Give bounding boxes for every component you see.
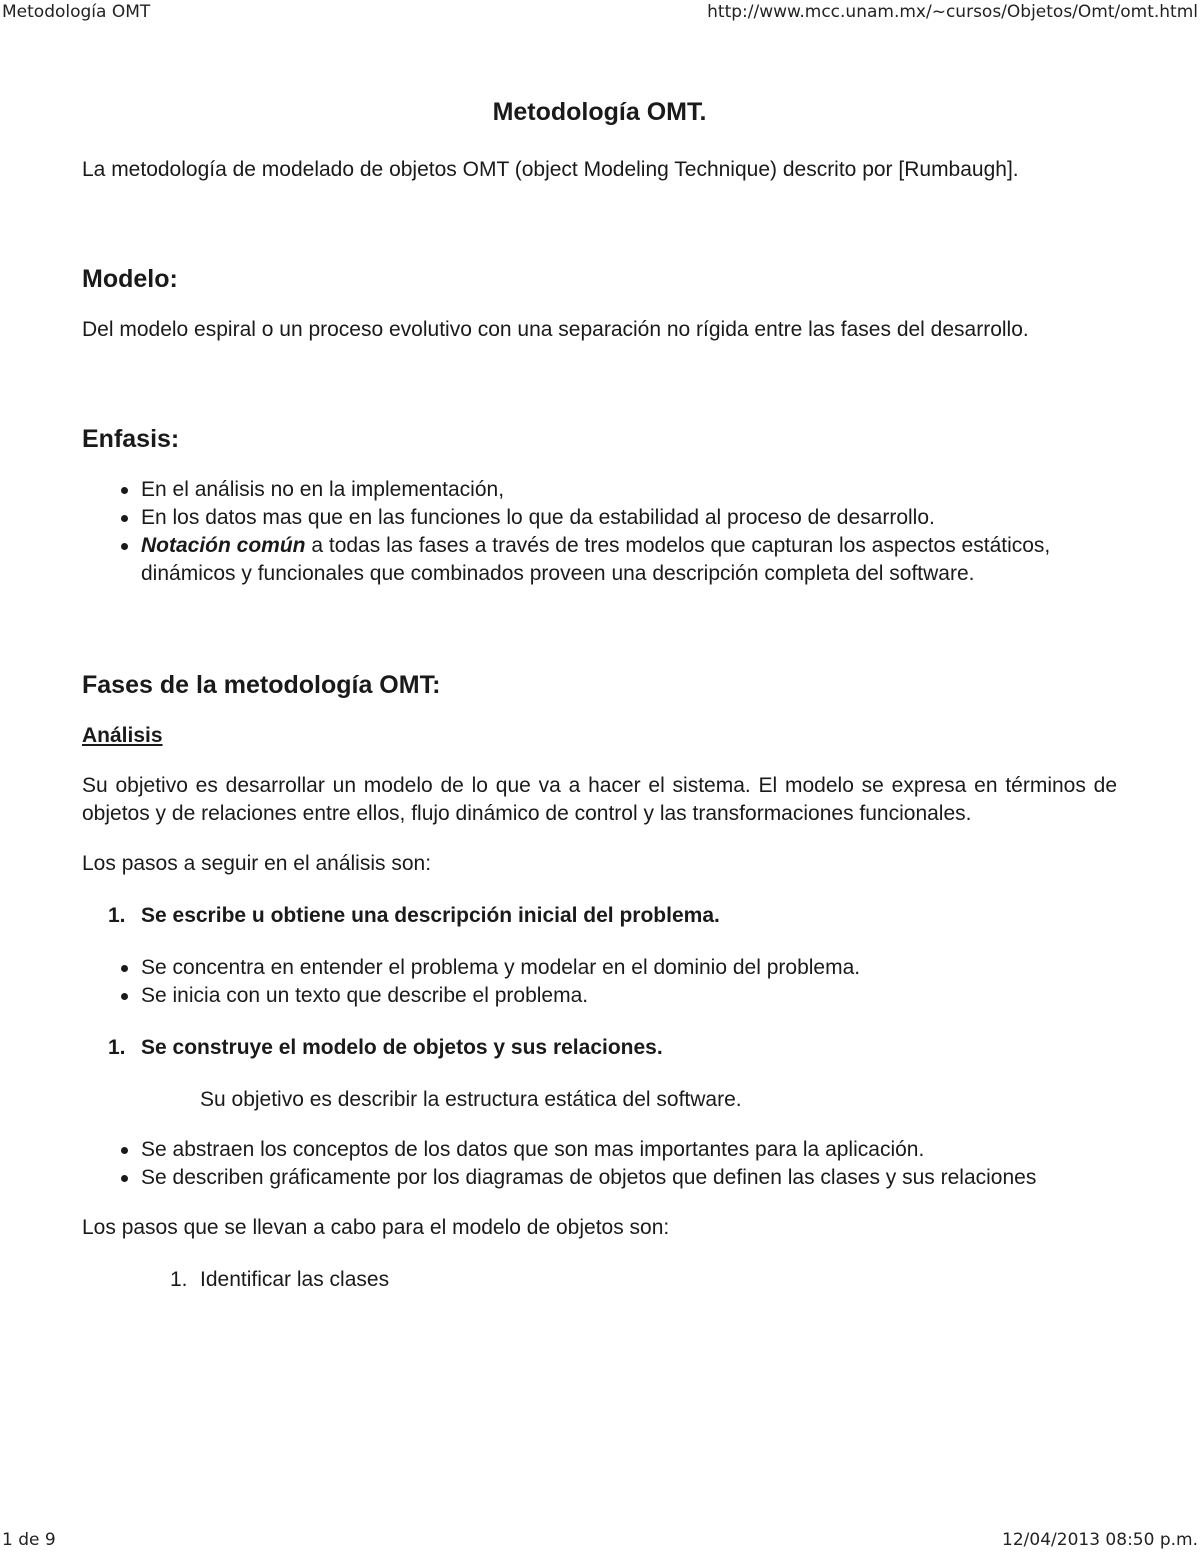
list-item-text: a todas las fases a través de tres modelos que capturan los aspectos estáticos, dinámicos y funcionales que combinados proveen una descripción completa del software. <box>141 534 1051 585</box>
list-item: En el análisis no en la implementación, <box>141 476 1117 504</box>
step-1-bullets <box>82 954 1117 1010</box>
step-1 <box>82 902 1117 930</box>
print-header-url: http://www.mcc.unam.mx/~cursos/Objetos/Omt/omt.html <box>707 2 1198 22</box>
modelo-paragraph: Del modelo espiral o un proceso evolutivo con una separación no rígida entre las fases del desarrollo. <box>82 318 1029 341</box>
print-footer-date: 12/04/2013 08:50 p.m. <box>1002 1530 1198 1550</box>
fases-heading: Fases de la metodología OMT: <box>82 671 441 699</box>
enfasis-heading: Enfasis: <box>82 425 180 453</box>
step-2-bullets <box>82 1136 1117 1192</box>
list-item: Se describen gráficamente por los diagramas de objetos que definen las clases y sus relaciones <box>141 1164 1117 1192</box>
step-2-objective: Su objetivo es describir la estructura estática del software. <box>200 1088 742 1111</box>
print-header-title: Metodología OMT <box>2 2 151 22</box>
step-number: 1. <box>108 904 126 927</box>
list-item <box>141 532 1117 588</box>
list-item: Se concentra en entender el problema y modelar en el dominio del problema. <box>141 954 1117 982</box>
list-item: En los datos mas que en las funciones lo que da estabilidad al proceso de desarrollo. <box>141 504 1117 532</box>
sub-step-1 <box>82 1266 1117 1294</box>
pasos-intro: Los pasos a seguir en el análisis son: <box>82 852 432 875</box>
intro-paragraph: La metodología de modelado de objetos OMT (object Modeling Technique) descrito por [Rumbaugh]. <box>82 158 1019 181</box>
step-number: 1. <box>170 1268 188 1291</box>
step-2 <box>82 1034 1117 1062</box>
print-footer-page: 1 de 9 <box>2 1530 56 1550</box>
list-item: Se abstraen los conceptos de los datos que son mas importantes para la aplicación. <box>141 1136 1117 1164</box>
analisis-heading: Análisis <box>82 724 163 747</box>
modelo-heading: Modelo: <box>82 265 178 293</box>
step-text: Se escribe u obtiene una descripción inicial del problema. <box>141 904 720 927</box>
list-item: Se inicia con un texto que describe el problema. <box>141 982 1117 1010</box>
notacion-comun-emphasis: Notación común <box>141 534 306 557</box>
step-text: Identificar las clases <box>200 1268 390 1291</box>
enfasis-list <box>82 476 1117 588</box>
page-title: Metodología OMT. <box>492 98 707 126</box>
step-text: Se construye el modelo de objetos y sus relaciones. <box>141 1036 663 1059</box>
analisis-paragraph: Su objetivo es desarrollar un modelo de lo que va a hacer el sistema. El modelo se expresa en términos de objetos y de relaciones entre ellos, flujo dinámico de control y las transformaciones funcionales. <box>82 774 1117 825</box>
document-body <box>82 94 1117 1294</box>
modelo-objetos-pasos-intro: Los pasos que se llevan a cabo para el modelo de objetos son: <box>82 1216 670 1239</box>
step-number: 1. <box>108 1036 126 1059</box>
